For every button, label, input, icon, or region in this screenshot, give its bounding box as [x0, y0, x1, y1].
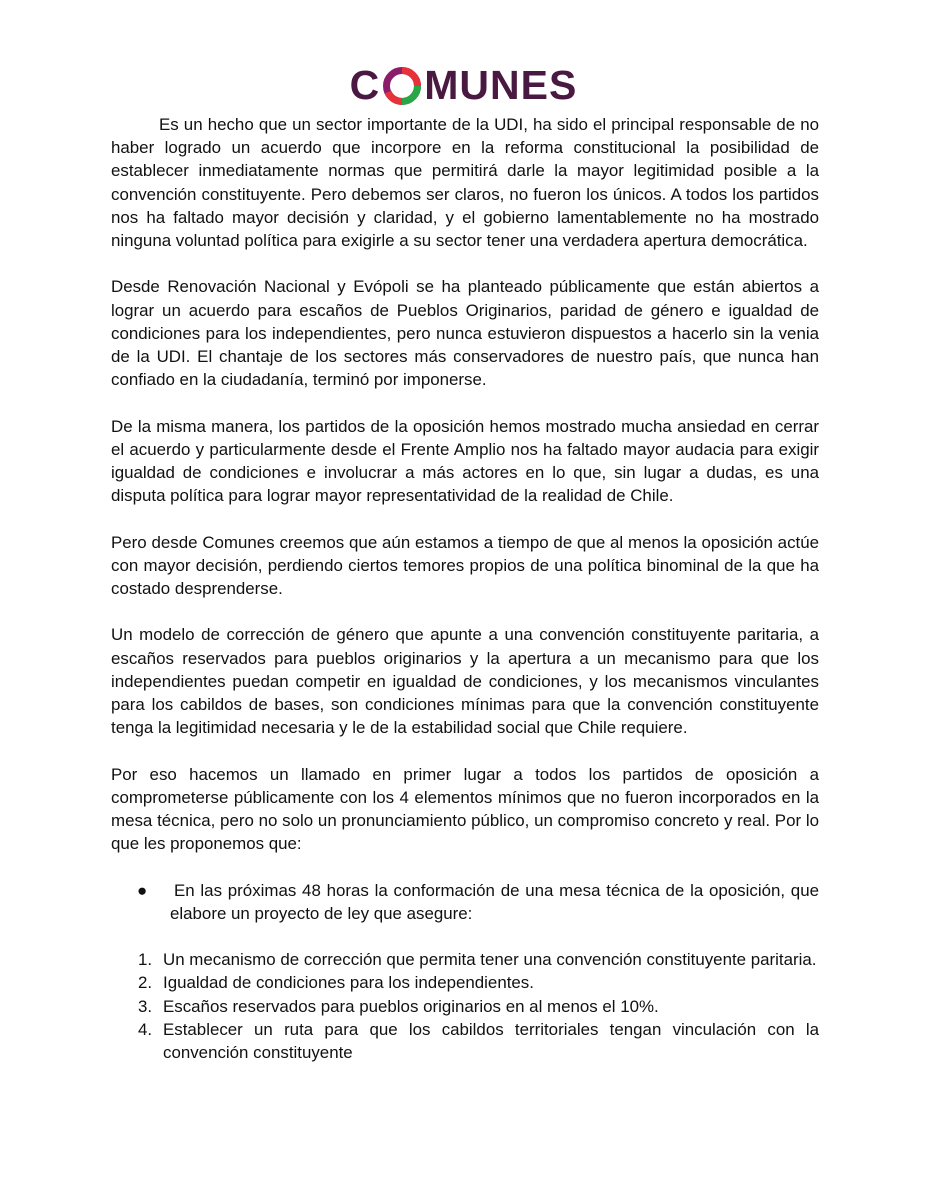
list-item — [111, 971, 819, 994]
comunes-logo — [0, 62, 927, 109]
list-item-number: 4. — [138, 1019, 153, 1039]
bullet-marker: ● — [137, 880, 148, 900]
paragraph-3: De la misma manera, los partidos de la oposición hemos mostrado mucha ansiedad en cerrar el acuerdo y particularmente desde el Frente Amplio nos ha faltado mayor audacia para exigir igualdad de condiciones e involucrar a más actores en lo que, sin lugar a dudas, es una disputa política para lograr mayor representatividad de la realidad de Chile. — [111, 416, 819, 506]
paragraph-2: Desde Renovación Nacional y Evópoli se ha planteado públicamente que están abiertos a lograr un acuerdo para escaños de Pueblos Originarios, paridad de género e igualdad de condiciones para los independientes, pero nunca estuvieron dispuestos a hacerlo sin la venia de la UDI. El chantaje de los sectores más conservadores de nuestro país, que nunca han confiado en la ciudadanía, terminó por imponerse. — [111, 277, 819, 390]
paragraph-1: Es un hecho que un sector importante de la UDI, ha sido el principal responsable de no haber logrado un acuerdo que incorpore en la reforma constitucional la posibilidad de establecer inmediatamente normas que permitirá darle la mayor legitimidad posible a la convención constituyente. Pero debemos ser claros, no fueron los únicos. A todos los partidos nos ha faltado mayor decisión y claridad, y el gobierno lamentablemente no ha mostrado ninguna voluntad política para exigirle a su sector tener una verdadera apertura democrática. — [111, 115, 819, 251]
list-item — [111, 1018, 819, 1064]
list-item-number: 3. — [138, 996, 153, 1016]
paragraph-4: Pero desde Comunes creemos que aún estamos a tiempo de que al menos la oposición actúe con mayor decisión, perdiendo ciertos temores propios de una política binominal de la que ha costado desprenderse. — [111, 532, 819, 599]
list-item — [111, 995, 819, 1018]
paragraph-5: Un modelo de corrección de género que apunte a una convención constituyente paritaria, a escaños reservados para pueblos originarios y la apertura a un mecanismo para que los independientes puedan competir en igualdad de condiciones, y los mecanismos vinculantes para los cabildos de bases, son condiciones mínimas para que la convención constituyente tenga la legitimidad necesaria y le de la estabilidad social que Chile requiere. — [111, 625, 819, 738]
list-item-text: Igualdad de condiciones para los independientes. — [163, 973, 534, 993]
bullet-text: En las próximas 48 horas la conformación de una mesa técnica de la oposición, que elabore un proyecto de ley que asegure: — [170, 880, 819, 923]
list-item-number: 2. — [138, 973, 153, 993]
document-body — [111, 113, 819, 1064]
list-item-text: Un mecanismo de corrección que permita tener una convención constituyente paritaria. — [163, 950, 817, 970]
list-item-text: Establecer un ruta para que los cabildos territoriales tengan vinculación con la convención constituyente — [163, 1019, 819, 1063]
logo-wordmark — [350, 62, 578, 109]
list-item-text: Escaños reservados para pueblos originarios en al menos el 10%. — [163, 996, 659, 1016]
list-item — [111, 948, 819, 971]
logo-ring-icon — [382, 66, 422, 106]
list-item-number: 1. — [138, 950, 153, 970]
bullet-item — [111, 879, 819, 925]
paragraph-6: Por eso hacemos un llamado en primer lugar a todos los partidos de oposición a comprometerse públicamente con los 4 elementos mínimos que no fueron incorporados en la mesa técnica, pero no solo un pronunciamiento público, un compromiso concreto y real. Por lo que les proponemos que: — [111, 764, 819, 854]
logo-letters-before: C — [349, 62, 381, 108]
logo-letters-after: MUNES — [424, 62, 578, 108]
numbered-list — [111, 948, 819, 1064]
